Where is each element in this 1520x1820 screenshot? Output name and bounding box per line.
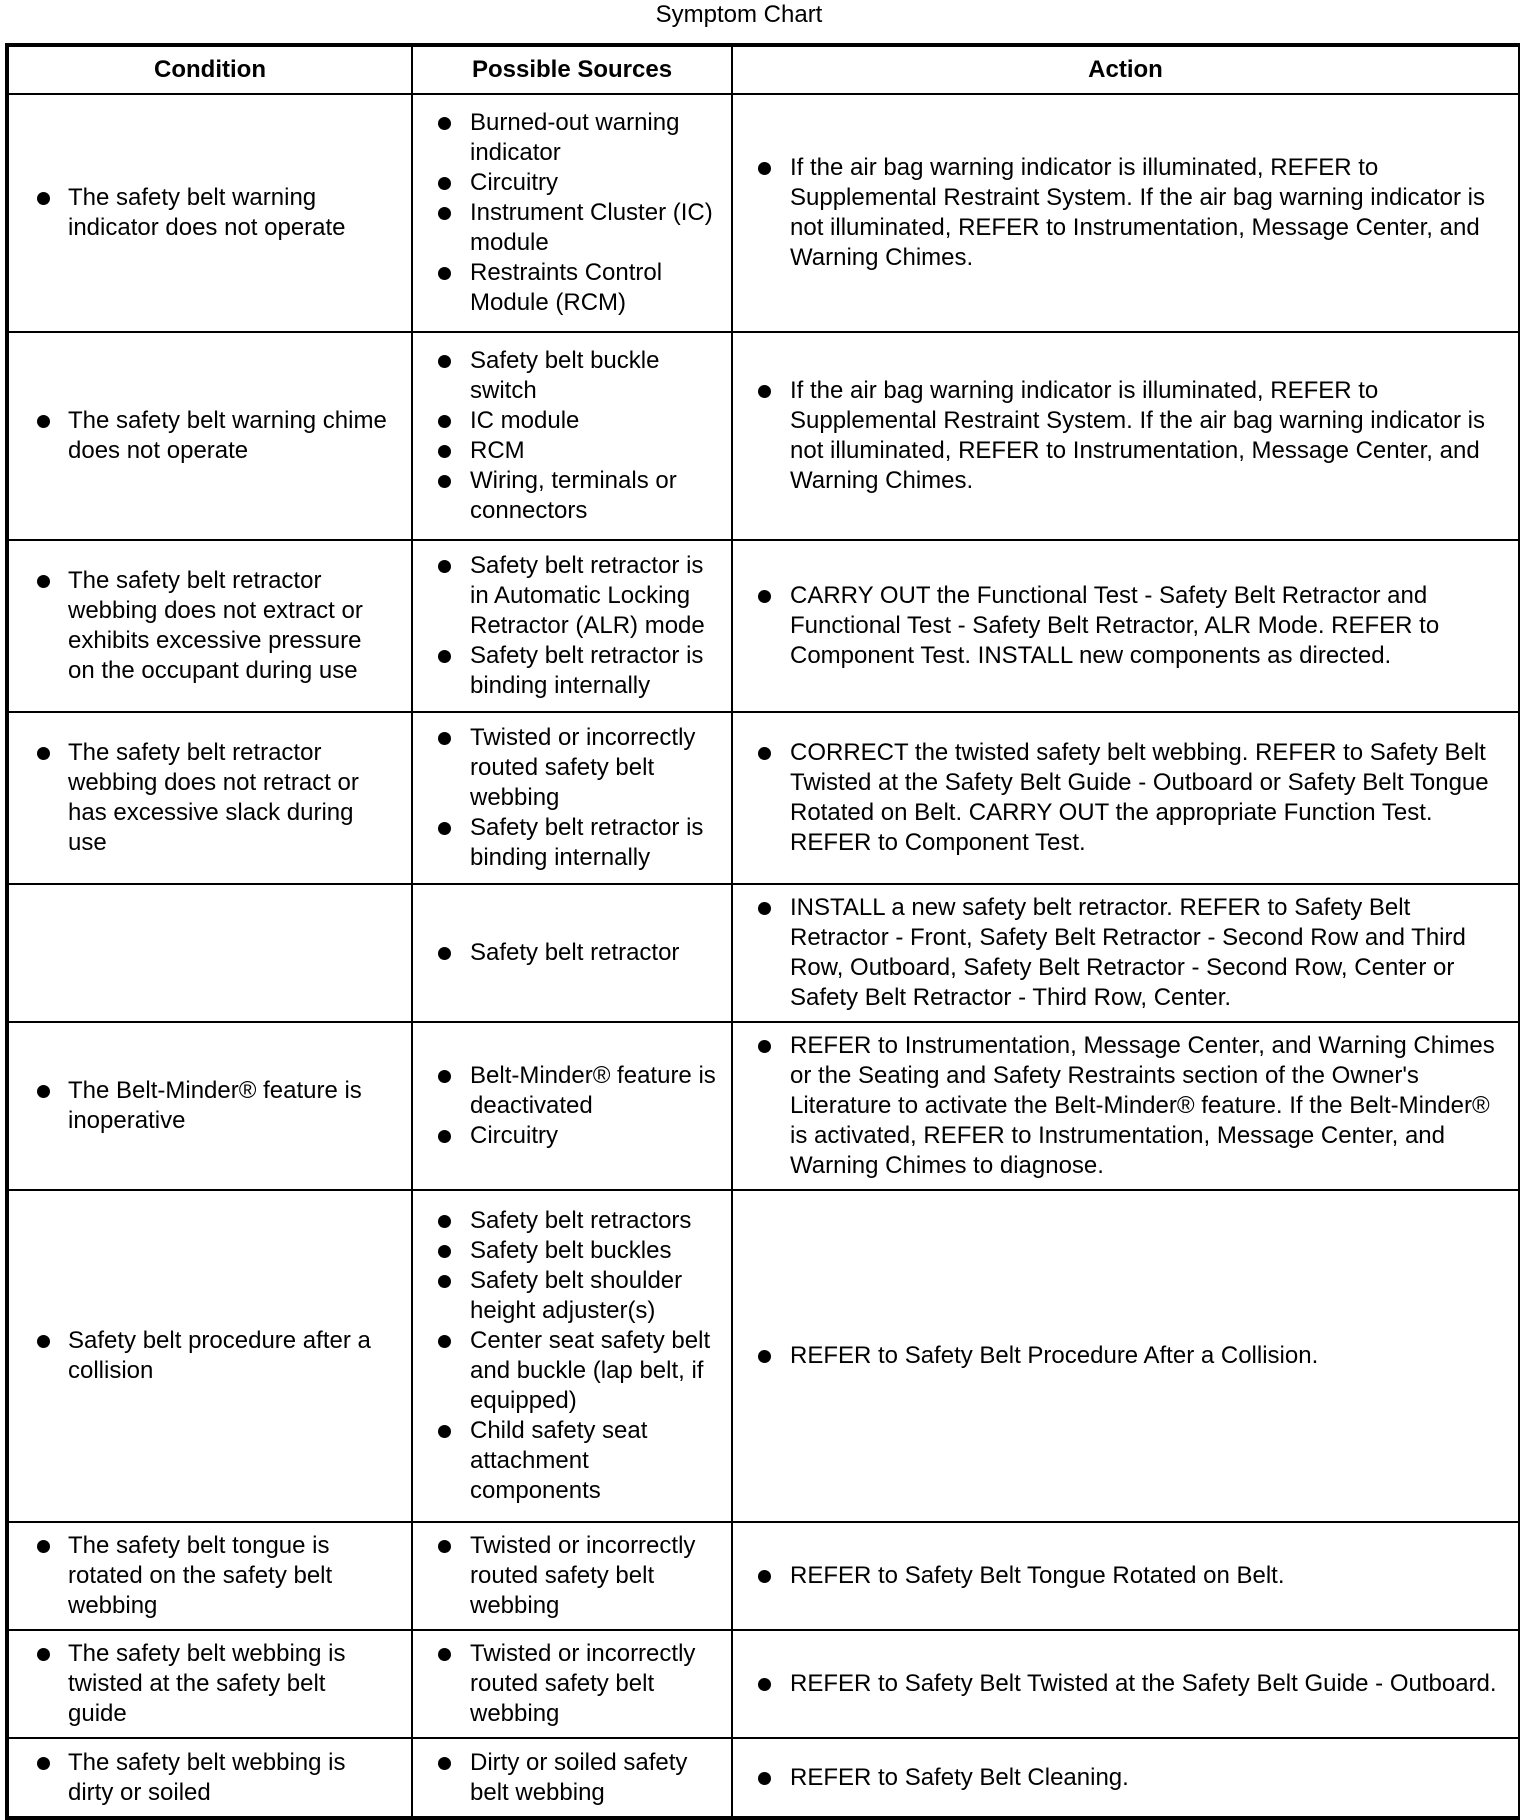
- condition-text: The safety belt webbing is dirty or soiled: [9, 1748, 411, 1808]
- source-item: Twisted or incorrectly routed safety belt webbing: [413, 723, 731, 813]
- table-row: [7, 1190, 1520, 1522]
- condition-text: Safety belt procedure after a collision: [9, 1326, 411, 1386]
- action-text: REFER to Instrumentation, Message Center, and Warning Chimes or the Seating and Safety Restraints section of the Owner's Literature to activate the Belt-Minder® feature. If the Belt-Minder® is activated, REFER to Instrumentation, Message Center, and Warning Chimes to diagnose.: [733, 1031, 1518, 1181]
- action-cell: [732, 332, 1520, 540]
- condition-text: The safety belt webbing is twisted at the safety belt guide: [9, 1639, 411, 1729]
- possible-sources-cell: [412, 884, 732, 1022]
- possible-sources-cell: [412, 540, 732, 712]
- possible-sources-cell: [412, 1630, 732, 1738]
- source-item: Child safety seat attachment components: [413, 1416, 731, 1506]
- source-item: Safety belt buckle switch: [413, 346, 731, 406]
- condition-text: The safety belt warning chime does not operate: [9, 406, 411, 466]
- action-text: If the air bag warning indicator is illuminated, REFER to Supplemental Restraint System. If the air bag warning indicator is not illuminated, REFER to Instrumentation, Message Center, and Warning Chimes.: [733, 376, 1518, 496]
- table-row: [7, 1522, 1520, 1630]
- action-cell: [732, 712, 1520, 884]
- action-text: REFER to Safety Belt Twisted at the Safety Belt Guide - Outboard.: [733, 1669, 1518, 1699]
- source-item: Dirty or soiled safety belt webbing: [413, 1748, 731, 1808]
- condition-cell: [7, 332, 412, 540]
- table-row: [7, 1630, 1520, 1738]
- source-item: Twisted or incorrectly routed safety belt webbing: [413, 1531, 731, 1621]
- source-item: Safety belt shoulder height adjuster(s): [413, 1266, 731, 1326]
- source-item: IC module: [413, 406, 731, 436]
- source-item: Burned-out warning indicator: [413, 108, 731, 168]
- source-item: Safety belt retractor is in Automatic Locking Retractor (ALR) mode: [413, 551, 731, 641]
- action-text: INSTALL a new safety belt retractor. REFER to Safety Belt Retractor - Front, Safety Belt Retractor - Second Row and Third Row, Outboard, Safety Belt Retractor - Second Row, Center or Safety Belt Retractor - Third Row, Center.: [733, 893, 1518, 1013]
- chart-title: Symptom Chart: [655, 1, 823, 28]
- table-row: [7, 332, 1520, 540]
- source-item: Circuitry: [413, 1121, 731, 1151]
- condition-text: The safety belt retractor webbing does not retract or has excessive slack during use: [9, 738, 411, 858]
- source-item: Safety belt buckles: [413, 1236, 731, 1266]
- condition-cell: [7, 1190, 412, 1522]
- condition-cell: [7, 540, 412, 712]
- header-row: [7, 45, 1520, 94]
- source-item: RCM: [413, 436, 731, 466]
- action-cell: [732, 1022, 1520, 1190]
- table-row: [7, 712, 1520, 884]
- possible-sources-cell: [412, 712, 732, 884]
- source-item: Instrument Cluster (IC) module: [413, 198, 731, 258]
- action-text: If the air bag warning indicator is illuminated, REFER to Supplemental Restraint System. If the air bag warning indicator is not illuminated, REFER to Instrumentation, Message Center, and Warning Chimes.: [733, 153, 1518, 273]
- table-row: [7, 884, 1520, 1022]
- header-possible-sources: Possible Sources: [412, 45, 732, 94]
- source-item: Safety belt retractor is binding internally: [413, 641, 731, 701]
- action-cell: [732, 94, 1520, 332]
- action-cell: [732, 540, 1520, 712]
- condition-cell: [7, 1522, 412, 1630]
- action-cell: [732, 1630, 1520, 1738]
- possible-sources-cell: [412, 1522, 732, 1630]
- action-cell: [732, 1522, 1520, 1630]
- condition-text: The Belt-Minder® feature is inoperative: [9, 1076, 411, 1136]
- symptom-chart-table: [5, 43, 1520, 1820]
- source-item: Safety belt retractor is binding internally: [413, 813, 731, 873]
- source-item: Center seat safety belt and buckle (lap belt, if equipped): [413, 1326, 731, 1416]
- table-row: [7, 1738, 1520, 1818]
- condition-text: The safety belt warning indicator does not operate: [9, 183, 411, 243]
- source-item: Safety belt retractors: [413, 1206, 731, 1236]
- condition-cell: [7, 1630, 412, 1738]
- possible-sources-cell: [412, 1190, 732, 1522]
- table-row: [7, 94, 1520, 332]
- condition-cell: [7, 884, 412, 1022]
- condition-text: The safety belt tongue is rotated on the safety belt webbing: [9, 1531, 411, 1621]
- condition-cell: [7, 1022, 412, 1190]
- table-row: [7, 540, 1520, 712]
- condition-cell: [7, 712, 412, 884]
- possible-sources-cell: [412, 94, 732, 332]
- table-row: [7, 1022, 1520, 1190]
- source-item: Circuitry: [413, 168, 731, 198]
- source-item: Safety belt retractor: [413, 938, 731, 968]
- action-text: CARRY OUT the Functional Test - Safety Belt Retractor and Functional Test - Safety Belt Retractor, ALR Mode. REFER to Component Test. INSTALL new components as directed.: [733, 581, 1518, 671]
- source-item: Belt-Minder® feature is deactivated: [413, 1061, 731, 1121]
- condition-text: The safety belt retractor webbing does not extract or exhibits excessive pressure on the occupant during use: [9, 566, 411, 686]
- possible-sources-cell: [412, 1738, 732, 1818]
- possible-sources-cell: [412, 332, 732, 540]
- header-condition: Condition: [7, 45, 412, 94]
- action-text: CORRECT the twisted safety belt webbing. REFER to Safety Belt Twisted at the Safety Belt Guide - Outboard or Safety Belt Tongue Rotated on Belt. CARRY OUT the appropriate Function Test. REFER to Component Test.: [733, 738, 1518, 858]
- condition-cell: [7, 1738, 412, 1818]
- action-text: REFER to Safety Belt Tongue Rotated on Belt.: [733, 1561, 1518, 1591]
- source-item: Wiring, terminals or connectors: [413, 466, 731, 526]
- action-cell: [732, 884, 1520, 1022]
- action-text: REFER to Safety Belt Cleaning.: [733, 1763, 1518, 1793]
- possible-sources-cell: [412, 1022, 732, 1190]
- header-action: Action: [732, 45, 1520, 94]
- source-item: Twisted or incorrectly routed safety belt webbing: [413, 1639, 731, 1729]
- condition-cell: [7, 94, 412, 332]
- action-cell: [732, 1738, 1520, 1818]
- action-text: REFER to Safety Belt Procedure After a Collision.: [733, 1341, 1518, 1371]
- action-cell: [732, 1190, 1520, 1522]
- source-item: Restraints Control Module (RCM): [413, 258, 731, 318]
